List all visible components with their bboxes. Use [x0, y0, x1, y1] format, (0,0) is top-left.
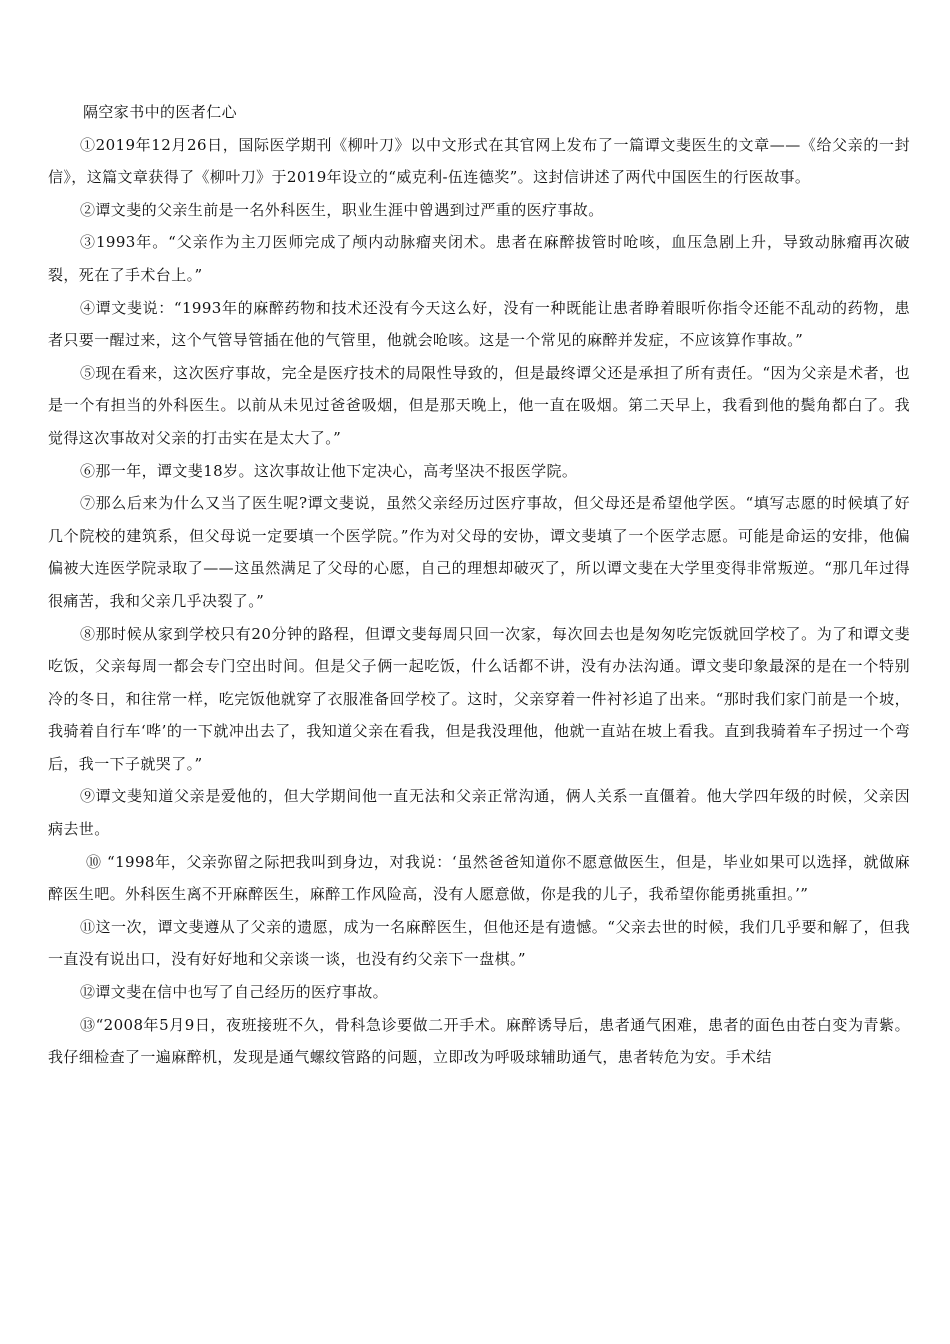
paragraph-4 — [48, 292, 910, 357]
paragraph-number: ⑫ — [80, 983, 96, 1002]
paragraph-11 — [48, 911, 910, 976]
paragraph-number: ⑪ — [80, 917, 96, 936]
paragraph-13 — [48, 1009, 910, 1074]
article-body — [48, 96, 910, 1074]
paragraph-number: ⑬ — [80, 1015, 96, 1034]
paragraph-9 — [48, 780, 910, 845]
paragraph-10 — [48, 846, 910, 911]
paragraph-number: ⑥ — [80, 461, 96, 480]
paragraph-text: 这一次，谭文斐遵从了父亲的遗愿，成为一名麻醉医生，但他还是有遗憾。“父亲去世的时候，我们几乎要和解了，但我一直没有说出口，没有好好地和父亲谈一谈，也没有约父亲下一盘棋。” — [48, 917, 911, 969]
paragraph-text: 那一年，谭文斐18岁。这次事故让他下定决心，高考坚决不报医学院。 — [95, 461, 578, 480]
paragraph-number: ⑩ — [86, 852, 102, 871]
paragraph-text: “2008年5月9日，夜班接班不久，骨科急诊要做二开手术。麻醉诱导后，患者通气困难，患者的面色由苍白变为青紫。我仔细检查了一遍麻醉机，发现是通气螺纹管路的问题，立即改为呼吸球辅助通气，患者转危为安。手术结 — [48, 1015, 911, 1067]
paragraph-text: 谭文斐知道父亲是爱他的，但大学期间他一直无法和父亲正常沟通，俩人关系一直僵着。他大学四年级的时候，父亲因病去世。 — [48, 787, 910, 839]
paragraph-text: 谭文斐在信中也写了自己经历的医疗事故。 — [95, 983, 389, 1002]
paragraph-text: 谭文斐的父亲生前是一名外科医生，职业生涯中曾遇到过严重的医疗事故。 — [95, 200, 604, 219]
paragraph-number: ⑦ — [80, 494, 96, 513]
paragraph-number: ⑨ — [80, 787, 96, 806]
paragraph-number: ⑤ — [80, 363, 96, 382]
paragraph-number: ① — [80, 135, 96, 154]
paragraph-5 — [48, 357, 910, 455]
paragraph-number: ② — [80, 200, 96, 219]
paragraph-2 — [48, 194, 910, 227]
paragraph-12 — [48, 976, 910, 1009]
paragraph-3 — [48, 226, 910, 291]
paragraph-6 — [48, 455, 910, 488]
paragraph-number: ④ — [80, 298, 96, 317]
paragraph-8 — [48, 618, 910, 781]
paragraph-1 — [48, 129, 910, 194]
paragraph-text: 谭文斐说：“1993年的麻醉药物和技术还没有今天这么好，没有一种既能让患者睁着眼听你指令还能不乱动的药物，患者只要一醒过来，这个气管导管插在他的气管里，他就会呛咳。这是一个常见的麻醉并发症，不应该算作事故。” — [48, 298, 911, 350]
article-title: 隔空家书中的医者仁心 — [83, 103, 238, 121]
paragraph-number: ③ — [80, 233, 96, 252]
paragraph-text: 2019年12月26日，国际医学期刊《柳叶刀》以中文形式在其官网上发布了一篇谭文斐医生的文章——《给父亲的一封信》，这篇文章获得了《柳叶刀》于2019年设立的“威克利-伍连德奖”。这封信讲述了两代中国医生的行医故事。 — [48, 135, 910, 187]
paragraph-7 — [48, 487, 910, 617]
paragraph-text: 那么后来为什么又当了医生呢?谭文斐说，虽然父亲经历过医疗事故，但父母还是希望他学医。“填写志愿的时候填了好几个院校的建筑系，但父母说一定要填一个医学院。”作为对父母的安协，谭文斐填了一个医学志愿。可能是命运的安排，他偏偏被大连医学院录取了——这虽然满足了父母的心愿，自己的理想却破灭了，所以谭文斐在大学里变得非常叛逆。“那几年过得很痛苦，我和父亲几乎决裂了。” — [48, 494, 910, 610]
paragraph-text: 现在看来，这次医疗事故，完全是医疗技术的局限性导致的，但是最终谭父还是承担了所有责任。“因为父亲是术者，也是一个有担当的外科医生。以前从未见过爸爸吸烟，但是那天晚上，他一直在吸烟。第二天早上，我看到他的鬓角都白了。我觉得这次事故对父亲的打击实在是太大了。” — [48, 363, 911, 447]
paragraph-number: ⑧ — [80, 624, 96, 643]
paragraph-text: 那时候从家到学校只有20分钟的路程，但谭文斐每周只回一次家，每次回去也是匆匆吃完饭就回学校了。为了和谭文斐吃饭，父亲每周一都会专门空出时间。但是父子俩一起吃饭，什么话都不讲，没有办法沟通。谭文斐印象最深的是在一个特别冷的冬日，和往常一样，吃完饭他就穿了衣服准备回学校了。这时，父亲穿着一件衬衫追了出来。“那时我们家门前是一个坡，我骑着自行车‘哗’的一下就冲出去了，我知道父亲在看我，但是我没理他，他就一直站在坡上看我。直到我骑着车子拐过一个弯后，我一下子就哭了。” — [48, 624, 911, 773]
paragraph-text: “1998年，父亲弥留之际把我叫到身边，对我说：‘虽然爸爸知道你不愿意做医生，但是，毕业如果可以选择，就做麻醉医生吧。外科医生离不开麻醉医生，麻醉工作风险高，没有人愿意做，你是我的儿子，我希望你能勇挑重担。’” — [48, 852, 910, 904]
paragraph-text: 1993年。“父亲作为主刀医师完成了颅内动脉瘤夹闭术。患者在麻醉拔管时呛咳，血压急剧上升，导致动脉瘤再次破裂，死在了手术台上。” — [48, 233, 910, 284]
